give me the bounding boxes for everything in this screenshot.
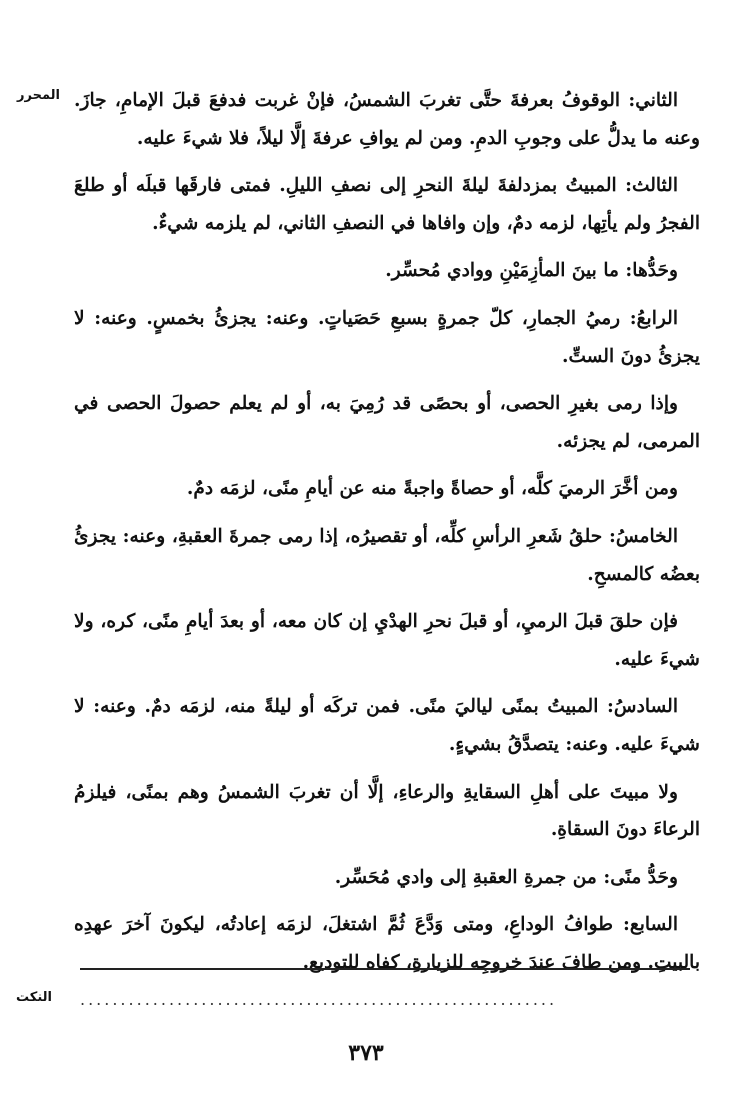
page-number: ٣٧٣ <box>348 1040 384 1066</box>
paragraph-mina-bounds: وحَدُّ منًى: من جمرةِ العقبةِ إلى وادي مُحَسِّر. <box>334 866 678 888</box>
paragraph-fifth: الخامسُ: حلقُ شَعرِ الرأسِ كلِّه، أو تقصيرُه، إذا رمى جمرةَ العقبةِ، وعنه: يجزئُ بعضُه كالمسحِ. <box>74 525 700 585</box>
paragraph-muzdalifa-bounds: وحَدُّها: ما بينَ المأزِمَيْنِ ووادي مُحسِّر. <box>385 260 678 282</box>
margin-label-nukat: النكت <box>16 990 52 1005</box>
paragraph-second: الثاني: الوقوفُ بعرفةَ حتَّى تغربَ الشمسُ، فإنْ غربت فدفعَ قبلَ الإمامِ، جازَ. وعنه ما يدلُّ على وجوبِ الدمِ. ومن لم يوافِ عرفةَ إلَّا ليلاً، فلا شيءَ عليه. <box>74 90 700 149</box>
paragraph-sixth: السادسُ: المبيتُ بمنًى لياليَ منًى. فمن تركَه أو ليلةً منه، لزمَه دمٌ. وعنه: لا شيءَ عليه. وعنه: يتصدَّقُ بشيءٍ. <box>74 696 700 755</box>
footnote-dotted-line: ........................................................... <box>80 990 558 1009</box>
paragraph-pebbles: وإذا رمى بغيرِ الحصى، أو بحصًى قد رُمِيَ به، أو لم يعلم حصولَ الحصى في المرمى، لم يجزئه. <box>74 393 700 452</box>
paragraph-shaving-order: فإن حلقَ قبلَ الرميِ، أو قبلَ نحرِ الهدْيِ إن كان معه، أو بعدَ أيامِ منًى، كره، ولا شيءَ عليه. <box>74 611 700 670</box>
margin-label-muharrar: المحرر <box>17 88 60 103</box>
main-text-block <box>74 82 700 981</box>
paragraph-fourth: الرابعُ: رميُ الجمارِ، كلّ جمرةٍ بسبعِ حَصَياتٍ. وعنه: يجزئُ بخمسٍ. وعنه: لا يجزئُ دونَ الستِّ. <box>74 307 700 367</box>
paragraph-third: الثالث: المبيتُ بمزدلفةَ ليلةَ النحرِ إلى نصفِ الليلِ. فمتى فارقَها قبلَه أو طلعَ الفجرُ ولم يأتِها، لزمه دمٌ، وإن وافاها في النصفِ الثاني، لم يلزمه شيءٌ. <box>74 175 700 234</box>
paragraph-delay-stoning: ومن أخَّرَ الرميَ كلَّه، أو حصاةً واجبةً منه عن أيامِ منًى، لزمَه دمٌ. <box>186 478 678 500</box>
footnote-divider <box>80 968 690 970</box>
paragraph-seventh: السابع: طوافُ الوداعِ، ومتى وَدَّعَ ثُمَّ اشتغلَ، لزمَه إعادتُه، ليكونَ آخرَ عهدِه بالبيتِ. ومن طافَ عندَ خروجِه للزيارةِ، كفاه للتوديع. <box>74 914 700 973</box>
paragraph-siqaya: ولا مبيتَ على أهلِ السقايةِ والرعاءِ، إلَّا أن تغربَ الشمسُ وهم بمنًى، فيلزمُ الرعاءَ دونَ السقاةِ. <box>74 781 700 841</box>
